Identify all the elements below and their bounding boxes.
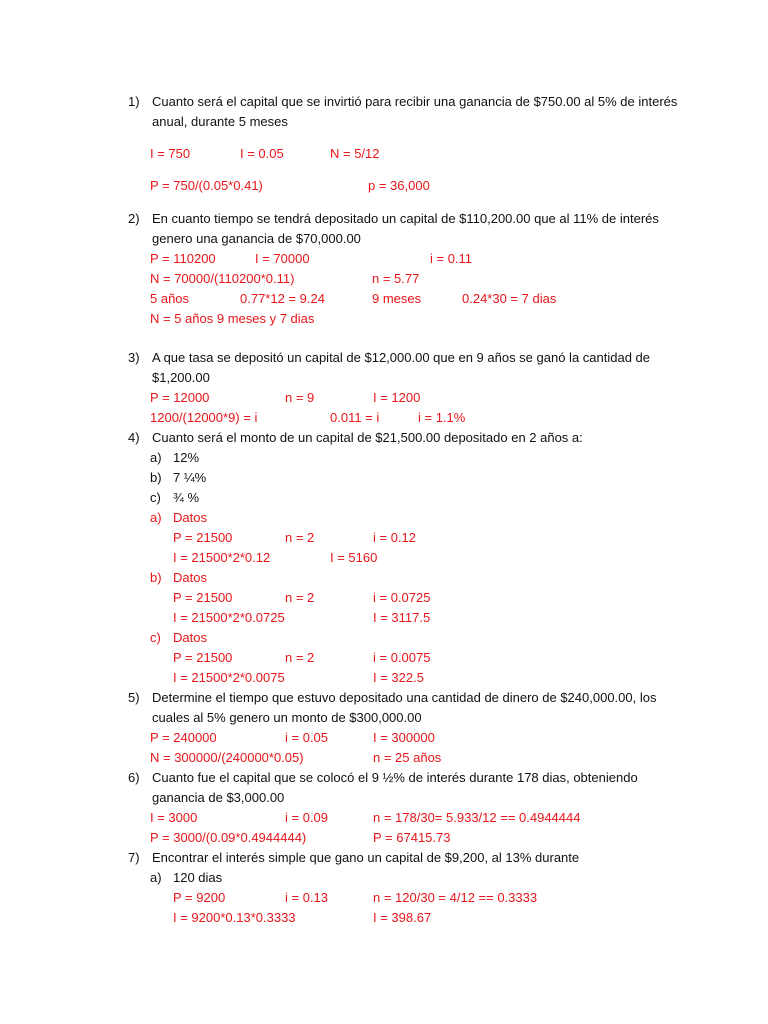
q7-text-line1: Encontrar el interés simple que gano un capital de $9,200, al 13% durante xyxy=(152,850,580,865)
q1-text-line2: anual, durante 5 meses xyxy=(152,114,288,129)
q6-text-line2: ganancia de $3,000.00 xyxy=(152,790,285,805)
q4-solution-letter: b) xyxy=(150,570,162,585)
q7-number: 7) xyxy=(128,850,140,865)
q1-answer: N = 5/12 xyxy=(330,146,380,161)
q3-answer: I = 1200 xyxy=(373,390,421,405)
q4-answer: i = 0.0075 xyxy=(373,650,431,665)
q5-answer: I = 300000 xyxy=(373,730,435,745)
q4-answer: i = 0.0725 xyxy=(373,590,431,605)
q4-number: 4) xyxy=(128,430,140,445)
q7-answer: P = 9200 xyxy=(173,890,226,905)
q4-answer: n = 2 xyxy=(285,590,315,605)
q3-answer: 0.011 = i xyxy=(330,410,380,425)
q4-answer: P = 21500 xyxy=(173,530,233,545)
q7-answer: i = 0.13 xyxy=(285,890,329,905)
q4-solution-title: Datos xyxy=(173,570,207,585)
q7-answer: n = 120/30 = 4/12 == 0.3333 xyxy=(373,890,538,905)
q4-answer: I = 5160 xyxy=(330,550,378,565)
q2-answer: N = 70000/(110200*0.11) xyxy=(150,271,295,286)
q3-text-line2: $1,200.00 xyxy=(152,370,210,385)
q1-answer: p = 36,000 xyxy=(368,178,430,193)
q5-text-line2: cuales al 5% genero un monto de $300,000.00 xyxy=(152,710,422,725)
q6-answer: P = 3000/(0.09*0.4944444) xyxy=(150,830,307,845)
q3-number: 3) xyxy=(128,350,140,365)
q5-answer: N = 300000/(240000*0.05) xyxy=(150,750,304,765)
q4-solution-letter: a) xyxy=(150,510,162,525)
q4-option-text: 7 ¼% xyxy=(173,470,207,485)
q5-number: 5) xyxy=(128,690,140,705)
q3-answer: i = 1.1% xyxy=(418,410,466,425)
q4-option-text: ¾ % xyxy=(173,490,200,505)
q4-answer: I = 21500*2*0.12 xyxy=(173,550,271,565)
q4-answer: I = 3117.5 xyxy=(373,610,431,625)
q1-answer: I = 0.05 xyxy=(240,146,284,161)
q4-option-text: 12% xyxy=(173,450,200,465)
q6-answer: n = 178/30= 5.933/12 == 0.4944444 xyxy=(373,810,581,825)
q2-answer: 9 meses xyxy=(372,291,422,306)
q3-text-line1: A que tasa se depositó un capital de $12,000.00 que en 9 años se ganó la cantidad de xyxy=(152,350,651,365)
q5-answer: n = 25 años xyxy=(373,750,442,765)
q4-solution-title: Datos xyxy=(173,630,207,645)
q4-answer: I = 21500*2*0.0075 xyxy=(173,670,285,685)
q4-solution-letter: c) xyxy=(150,630,161,645)
q7-sub-text: 120 dias xyxy=(173,870,223,885)
q6-text-line1: Cuanto fue el capital que se colocó el 9 ½% de interés durante 178 dias, obteniendo xyxy=(152,770,638,785)
q6-answer: P = 67415.73 xyxy=(373,830,451,845)
q3-answer: P = 12000 xyxy=(150,390,210,405)
q4-answer: P = 21500 xyxy=(173,650,233,665)
q1-answer: P = 750/(0.05*0.41) xyxy=(150,178,263,193)
q3-answer: 1200/(12000*9) = i xyxy=(150,410,258,425)
q7-answer: I = 398.67 xyxy=(373,910,432,925)
q4-option-letter: b) xyxy=(150,470,162,485)
q2-answer: 0.24*30 = 7 dias xyxy=(462,291,557,306)
q7-answer: I = 9200*0.13*0.3333 xyxy=(173,910,296,925)
q2-answer: I = 70000 xyxy=(255,251,310,266)
q4-option-letter: c) xyxy=(150,490,161,505)
q4-answer: I = 322.5 xyxy=(373,670,424,685)
q2-text-line1: En cuanto tiempo se tendrá depositado un capital de $110,200.00 que al 11% de interés xyxy=(152,211,659,226)
q4-answer: i = 0.12 xyxy=(373,530,417,545)
q2-number: 2) xyxy=(128,211,140,226)
q1-number: 1) xyxy=(128,94,140,109)
q2-answer: n = 5.77 xyxy=(372,271,420,286)
q3-answer: n = 9 xyxy=(285,390,315,405)
q5-text-line1: Determine el tiempo que estuvo depositado una cantidad de dinero de $240,000.00, los xyxy=(152,690,657,705)
q5-answer: i = 0.05 xyxy=(285,730,329,745)
q2-answer: 5 años xyxy=(150,291,190,306)
q2-text-line2: genero una ganancia de $70,000.00 xyxy=(152,231,361,246)
q4-text-line1: Cuanto será el monto de un capital de $21,500.00 depositado en 2 años a: xyxy=(152,430,583,445)
q2-answer: N = 5 años 9 meses y 7 dias xyxy=(150,311,315,326)
q4-answer: I = 21500*2*0.0725 xyxy=(173,610,285,625)
q4-answer: n = 2 xyxy=(285,650,315,665)
q6-answer: I = 3000 xyxy=(150,810,198,825)
q4-solution-title: Datos xyxy=(173,510,207,525)
q4-answer: P = 21500 xyxy=(173,590,233,605)
q5-answer: P = 240000 xyxy=(150,730,217,745)
q6-answer: i = 0.09 xyxy=(285,810,329,825)
q1-answer: I = 750 xyxy=(150,146,191,161)
q7-sub-letter: a) xyxy=(150,870,162,885)
q2-answer: P = 110200 xyxy=(150,251,216,266)
q1-text-line1: Cuanto será el capital que se invirtió para recibir una ganancia de $750.00 al 5% de interés xyxy=(152,94,678,109)
q4-option-letter: a) xyxy=(150,450,162,465)
q4-answer: n = 2 xyxy=(285,530,315,545)
q2-answer: 0.77*12 = 9.24 xyxy=(240,291,325,306)
q2-answer: i = 0.11 xyxy=(430,251,473,266)
q6-number: 6) xyxy=(128,770,140,785)
